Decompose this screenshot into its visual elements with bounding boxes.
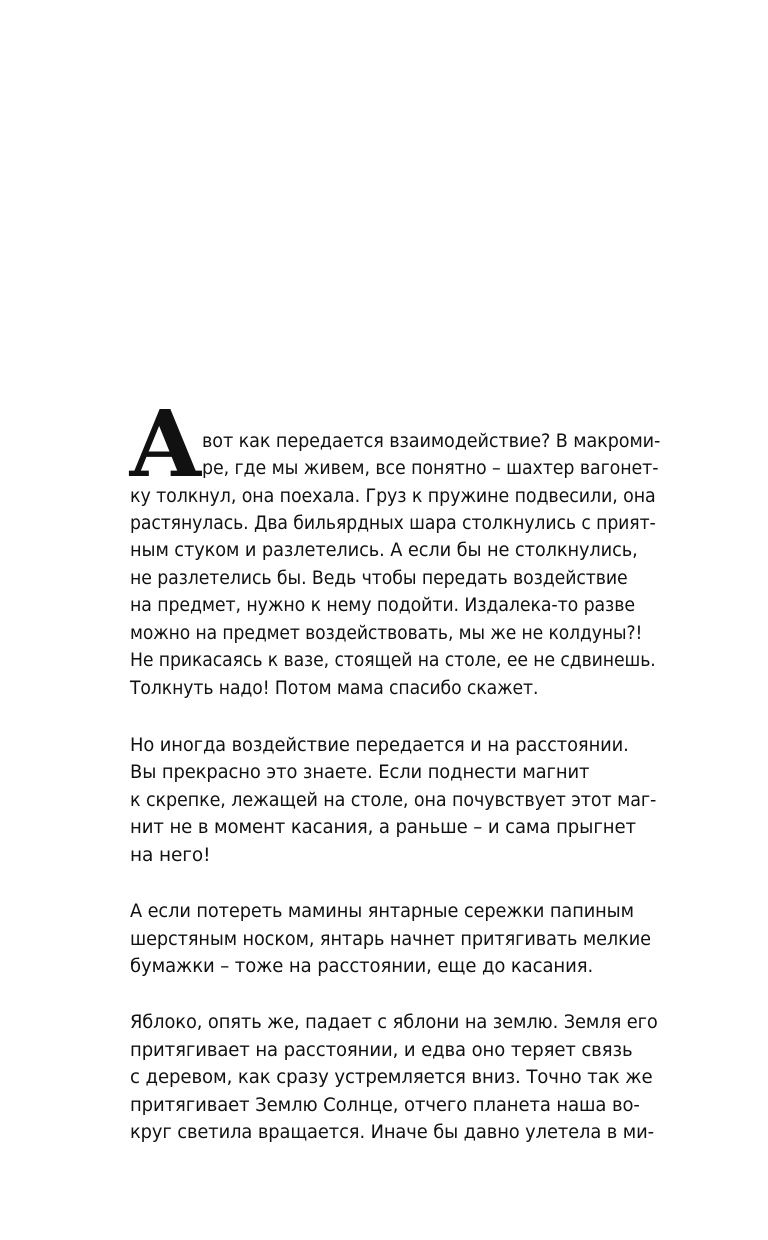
text-line: на него! bbox=[130, 845, 211, 866]
text-line: нит не в момент касания, а раньше – и сама прыгнет bbox=[130, 817, 636, 838]
text-line: ным стуком и разлетелись. А если бы не столкнулись, bbox=[130, 540, 638, 561]
drop-cap: А bbox=[128, 390, 203, 498]
text-line: шерстяным носком, янтарь начнет притягивать мелкие bbox=[130, 929, 651, 950]
text-line: круг светила вращается. Иначе бы давно улетела в ми- bbox=[130, 1122, 655, 1143]
text-line: к скрепке, лежащей на столе, она почувствует этот маг- bbox=[130, 790, 657, 811]
text-line: ре, где мы живем, все понятно – шахтер вагонет- bbox=[202, 458, 659, 479]
text-line: Но иногда воздействие передается и на расстоянии. bbox=[130, 735, 629, 756]
text-line: притягивает на расстоянии, и едва оно теряет связь bbox=[130, 1040, 633, 1061]
text-line: притягивает Землю Солнце, отчего планета наша во- bbox=[130, 1095, 640, 1116]
text-line: не разлетелись бы. Ведь чтобы передать воздействие bbox=[130, 568, 628, 589]
text-line: вот как передается взаимодействие? В макроми- bbox=[202, 431, 661, 452]
text-line: Вы прекрасно это знаете. Если поднести магнит bbox=[130, 762, 590, 783]
text-line: с деревом, как сразу устремляется вниз. Точно так же bbox=[130, 1067, 653, 1088]
text-line: ку толкнул, она поехала. Груз к пружине подвесили, она bbox=[130, 486, 656, 507]
text-line: можно на предмет воздействовать, мы же не колдуны?! bbox=[130, 623, 643, 644]
text-line: на предмет, нужно к нему подойти. Издалека-то разве bbox=[130, 595, 635, 616]
text-line: Толкнуть надо! Потом мама спасибо скажет. bbox=[130, 678, 539, 699]
text-line: Не прикасаясь к вазе, стоящей на столе, ее не сдвинешь. bbox=[130, 650, 656, 671]
text-line: Яблоко, опять же, падает с яблони на землю. Земля его bbox=[130, 1012, 658, 1033]
text-line: растянулась. Два бильярдных шара столкнулись с прият- bbox=[130, 513, 656, 534]
text-line: бумажки – тоже на расстоянии, еще до касания. bbox=[130, 956, 594, 977]
text-line: А если потереть мамины янтарные сережки папиным bbox=[130, 901, 634, 922]
